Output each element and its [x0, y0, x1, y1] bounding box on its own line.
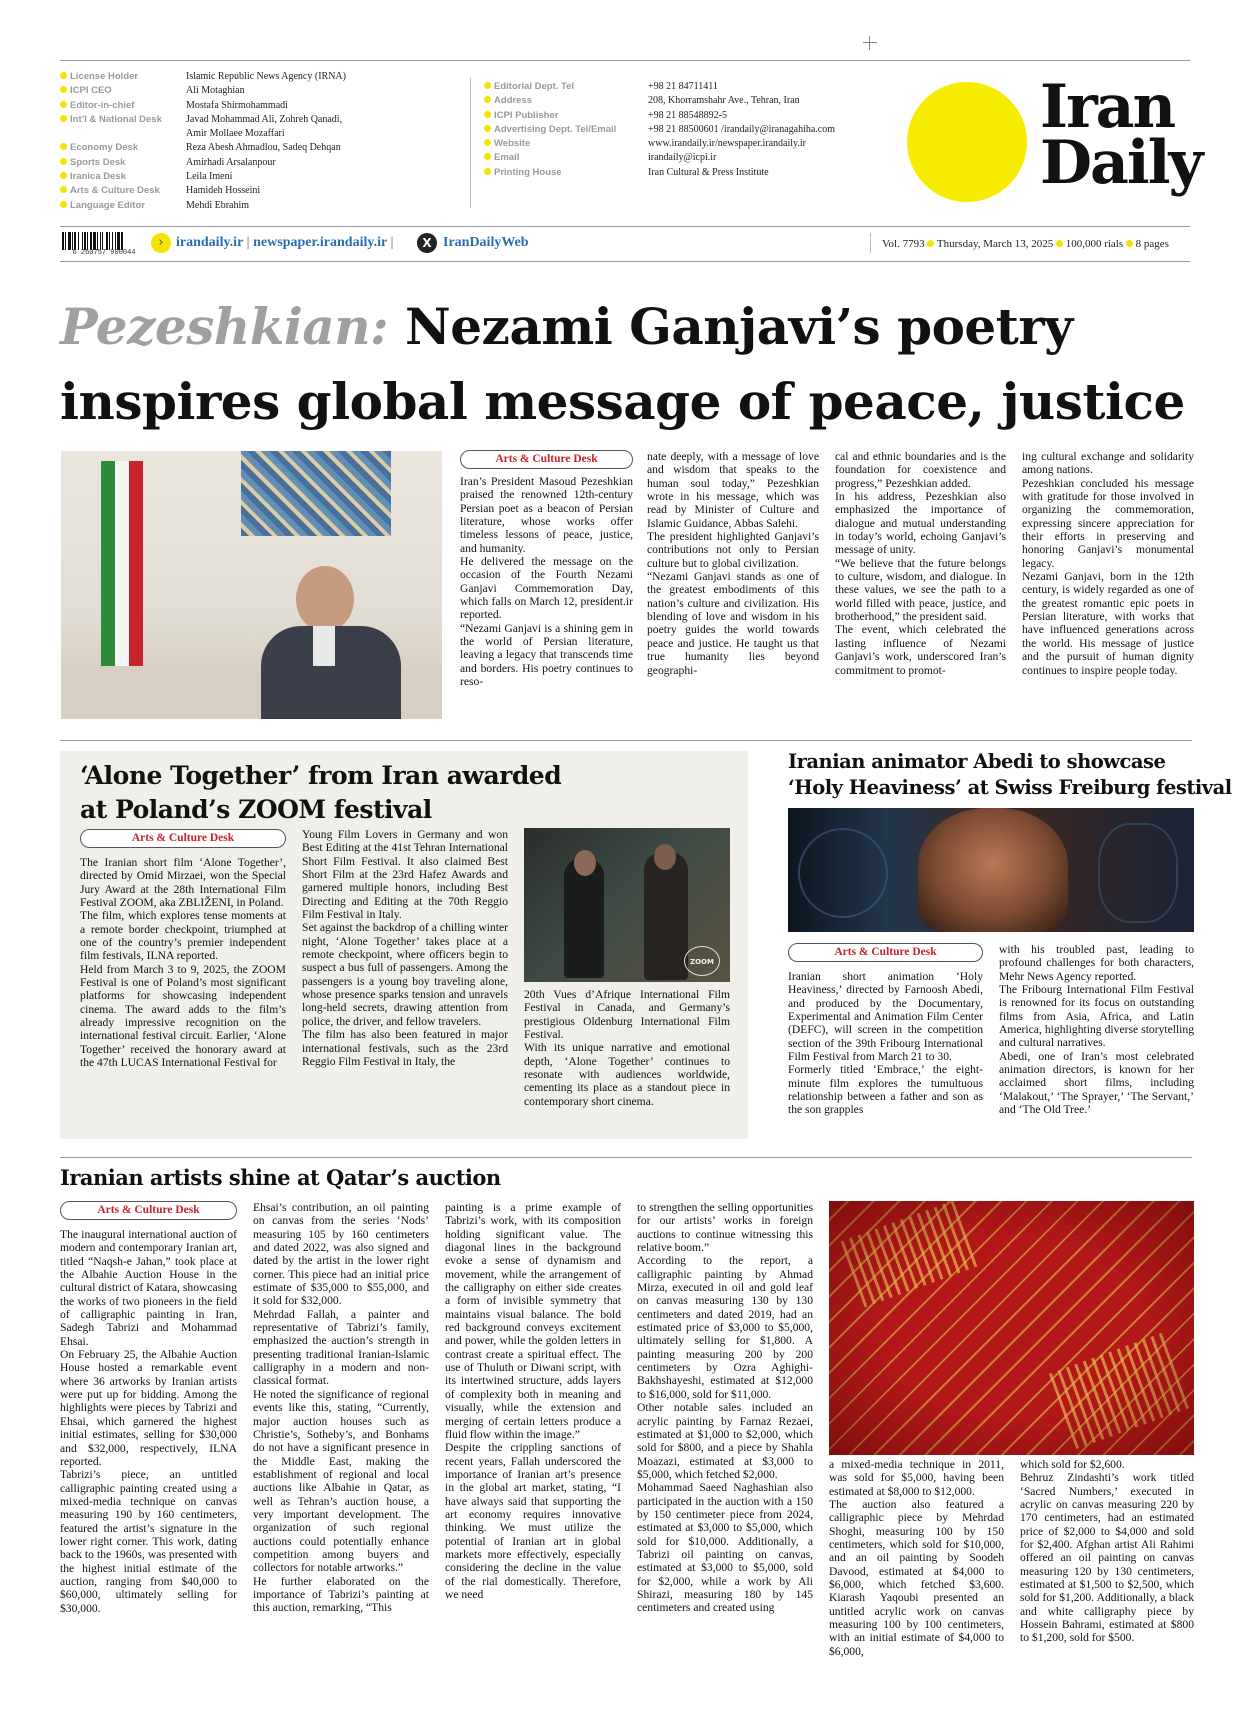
barcode-bar — [115, 232, 116, 250]
barcode-bar — [93, 232, 96, 250]
contacts-label — [484, 80, 634, 94]
lead-headline — [60, 293, 1073, 361]
paragraph: ing cultural exchange and solidarity among nations. — [1022, 450, 1194, 477]
top-rule — [60, 60, 1190, 61]
paragraph: The Fribourg International Film Festival is renowned for its focus on outstanding films from Asia, Africa, and Latin America, highlighting diverse storytelling and cultural narratives. — [999, 983, 1194, 1050]
lead-column-2 — [647, 450, 819, 720]
issue-info — [882, 237, 1169, 251]
contacts-label — [484, 151, 634, 165]
staff-label-text: ICPI CEO — [70, 85, 112, 97]
paragraph: Set against the backdrop of a chilling winter night, ‘Alone Together’ takes place at a remote checkpoint, where officers begin to suspect a bus full of passengers. Among the passengers is a young boy traveling alone, whose presence sparks tension and unravels long-held secrets, drawing attention from police, the driver, and fellow travelers. — [302, 921, 508, 1028]
paragraph: Held from March 3 to 9, 2025, the ZOOM Festival is one of Poland’s most significant platforms for showcasing independent cinema. The award adds to the film’s already impressive recognition on the international festival circuit. Earlier, ‘Alone Together’ received the honorary award at the 47th LUCAS International Festival for — [80, 962, 286, 1070]
paragraph: Iranian short animation ‘Holy Heaviness,’ directed by Farnoosh Abedi, and produced by the Documentary, Experimental and Animation Film Center (DEFC), will screen in the competition section of the 39th Fribourg International Film Festival from March 21 to 30. — [788, 970, 983, 1064]
paragraph: Other notable sales included an acrylic painting by Farnaz Rezaei, estimated at $1,000 to $2,000, which sold for $800, and a piece by Shahla Moazazi, estimated at $3,000 to $5,000, which fetched $2,000. — [637, 1401, 813, 1481]
barcode-bar — [62, 232, 64, 250]
lead-column-1 — [460, 475, 633, 720]
lead-column-4 — [1022, 450, 1194, 720]
logo — [905, 72, 1202, 210]
link-separator: | — [246, 235, 254, 250]
contacts-label-text: Printing House — [494, 166, 562, 178]
staff-label — [60, 127, 180, 141]
qatar-desk-tag: Arts & Culture Desk — [60, 1201, 237, 1220]
bullet-dot-icon — [60, 86, 67, 93]
price: 100,000 rials — [1065, 238, 1124, 250]
qatar-column-3 — [445, 1201, 621, 1692]
paragraph: On February 25, the Albahie Auction House hosted a remarkable event where 36 artworks by Iranian artists were put up for bidding. Among the highlights were pieces by Tabrizi and Ehsai, which garnered the highest initial estimates, selling for $30,000 and $32,000, respectively, ILNA reported. — [60, 1348, 237, 1468]
contacts-value: www.irandaily.ir/newspaper.irandaily.ir — [648, 138, 807, 150]
holy-heaviness-still — [788, 808, 1194, 932]
barcode-number: 6 260757 900044 — [72, 249, 136, 257]
paragraph: Tabrizi’s piece, an untitled calligraphic painting created using a mixed-media technique on canvas measuring 190 by 160 centimeters, featured the artist’s signature in the lower right corner. This work, dating back to the 1960s, was presented with the highest initial estimate of the auction, ranging from $40,000 to $60,000, ultimately selling for $30,000. — [60, 1468, 237, 1615]
masthead-divider — [470, 78, 471, 208]
tabrizi-calligraphy-painting — [829, 1201, 1194, 1455]
lead-column-3 — [835, 450, 1006, 720]
qatar-headline: Iranian artists shine at Qatar’s auction — [60, 1165, 501, 1190]
abedi-column-1 — [788, 970, 983, 1142]
bullet-dot-icon — [60, 101, 67, 108]
staff-value: Amirhadi Arsalanpour — [186, 156, 276, 168]
barcode-bar — [112, 232, 113, 250]
staff-label-text: Language Editor — [70, 199, 145, 211]
contacts-label — [484, 123, 634, 137]
contacts-label-text: Editorial Dept. Tel — [494, 81, 575, 92]
contacts-value: +98 21 88500601 /irandaily@iranagahiha.com — [648, 123, 836, 135]
barcode — [62, 232, 146, 258]
paragraph: which sold for $2,600. — [1020, 1458, 1125, 1471]
staff-label-text: Economy Desk — [70, 142, 139, 154]
bullet-dot-icon — [484, 139, 491, 146]
bullet-dot-icon — [60, 172, 67, 179]
paragraph: The film has also been featured in major international festivals, such as the 23rd Reggio Film Festival in Italy, the — [302, 1028, 508, 1068]
staff-label — [60, 184, 180, 198]
contacts-value: 208, Khorramshahr Ave., Tehran, Iran — [648, 95, 800, 107]
bullet-dot-icon — [60, 158, 67, 165]
qatar-column-4 — [637, 1201, 813, 1692]
barcode-bar — [65, 232, 66, 250]
bullet-dot-icon — [484, 153, 491, 160]
paragraph: painting is a prime example of Tabrizi’s work, with its composition holding significant value. The diagonal lines in the background evoke a sense of dynamism and movement, while the arrangement of the calligraphy on either side creates a form of invisible symmetry that maintains visual balance. The bold red background conveys excitement and power, while the golden letters in contrast create a spiritual effect. The use of Thuluth or Diwani script, with its intertwined structure, adds layers of complexity both in meaning and visually, while the extension and merging of certain letters produce a fluid flow within the image.” — [445, 1201, 621, 1441]
info-divider — [870, 233, 871, 253]
paragraph: Young Film Lovers in Germany and won Best Editing at the 41st Tehran International Short Film Festival. It also claimed Best Short Film at the 23rd Hafez Awards and garnered multiple honors, including Best Directing and Editing at the 70th Reggio Film Festival in Italy. — [302, 828, 508, 922]
staff-label — [60, 113, 180, 127]
dot-separator — [927, 240, 934, 247]
paragraph: Nezami Ganjavi, born in the 12th century, is widely regarded as one of the greatest romantic epic poets in Persian literature, with works that have influenced generations across the world. His message of justice and the pursuit of human dignity continues to inspire people today. — [1022, 570, 1194, 677]
crop-mark-icon — [863, 36, 877, 50]
contacts-value: +98 21 84711411 — [648, 81, 718, 92]
staff-value: Hamideh Hosseini — [186, 185, 261, 197]
newspaper-link[interactable]: newspaper.irandaily.ir — [253, 235, 387, 250]
x-social-icon: X — [417, 233, 437, 253]
barcode-bar — [84, 232, 86, 250]
staff-label — [60, 141, 180, 155]
alone-column-3 — [524, 988, 730, 1132]
contacts-label — [484, 109, 634, 123]
paragraph: Iran’s President Masoud Pezeshkian praised the renowned 12th-century Persian poet as a beacon of Persian literature, whose works offer timeless lessons of peace, justice, and humanity. — [460, 475, 633, 555]
staff-label-text: License Holder — [70, 71, 139, 82]
barcode-bar — [109, 232, 110, 250]
section-rule — [60, 740, 1192, 741]
alone-headline-line2: at Poland’s ZOOM festival — [80, 795, 432, 824]
paragraph: to strengthen the selling opportunities for our artists’ works in foreign auctions to continue witnessing this relative boom.” — [637, 1201, 813, 1255]
lead-headline-line1: Nezami Ganjavi’s poetry — [405, 297, 1073, 356]
staff-label-text: Arts & Culture Desk — [70, 185, 160, 197]
staff-label — [60, 70, 180, 84]
abedi-headline-line1: Iranian animator Abedi to showcase — [788, 750, 1166, 773]
paragraph: According to the report, a calligraphic painting by Ahmad Mirza, executed in oil and gold leaf on canvas measuring 130 by 130 centimeters and dated 2019, had an estimated price of $3,000 to $5,000, ultimately selling for $1,800. A painting measuring 200 by 200 centimeters by Ozra Aghighi-Bakhshayeshi, estimated at $12,000 to $16,000, sold for $11,000. — [637, 1254, 813, 1401]
contacts-label — [484, 166, 634, 180]
logo-sun-icon — [907, 82, 1027, 202]
paragraph: The Iranian short film ‘Alone Together’, directed by Omid Mirzaei, won the Special Jury Award at the 28th International Film Festival ZOOM, aka ZBLIŽENI, in Poland. — [80, 856, 286, 910]
contacts-value: Iran Cultural & Press Institute — [648, 166, 769, 178]
paragraph: a mixed-media technique in 2011, was sold for $5,000, having been estimated at $8,000 to $12,000. — [829, 1458, 1004, 1498]
lead-desk-tag: Arts & Culture Desk — [460, 450, 633, 469]
dot-separator — [1056, 240, 1063, 247]
bullet-dot-icon — [60, 115, 67, 122]
abedi-desk-tag: Arts & Culture Desk — [788, 943, 983, 962]
staff-value: Leila Imeni — [186, 171, 233, 183]
contacts-label-text: Email — [494, 152, 520, 164]
logo-text-daily: Daily — [1040, 128, 1202, 198]
contacts-value: +98 21 88548892-5 — [648, 109, 727, 121]
bullet-dot-icon — [484, 125, 491, 132]
contacts-value: irandaily@icpi.ir — [648, 152, 717, 164]
staff-value: Ali Motaghian — [186, 85, 245, 97]
issue-date: Thursday, March 13, 2025 — [936, 238, 1054, 250]
staff-value: Islamic Republic News Agency (IRNA) — [186, 71, 346, 82]
paragraph: nate deeply, with a message of love and wisdom that speaks to the human soul today,” Pezeshkian wrote in his message, which was read by Minister of Culture and Islamic Guidance, Abbas Salehi. — [647, 450, 819, 530]
section-rule — [60, 1157, 1192, 1158]
paragraph: The film, which explores tense moments at a remote border checkpoint, triumphed at one of the country’s premier independent film festivals, ILNA reported. — [80, 909, 286, 963]
barcode-bar — [106, 232, 108, 250]
bullet-dot-icon — [60, 201, 67, 208]
paragraph: He delivered the message on the occasion of the Fourth Nezami Ganjavi Commemoration Day, which falls on March 12, president.ir reported. — [460, 555, 633, 622]
staff-label-text: Editor-in-chief — [70, 99, 135, 111]
paragraph: Despite the crippling sanctions of recent years, Fallah underscored the importance of Iranian art’s presence in the global art market, stating, “I have always said that supporting the art economy requires innovative thinking. We must utilize the potential of Iranian art in global markets more effectively, especially considering the decline in the value of the rial domestically. Therefore, we need — [445, 1441, 621, 1601]
barcode-bar — [117, 232, 120, 250]
paragraph: Mohammad Saeed Naghashian also participated in the auction with a 150 by 150 centimeter piece from 2024, estimated at $3,000 to $5,000, which sold for $10,000. Additionally, a Tabrizi oil painting on canvas, estimated at $3,000 to $5,000, sold for $2,000, while a work by Ali Shirazi, measuring 180 by 145 centimeters and created using — [637, 1481, 813, 1615]
bullet-dot-icon — [60, 72, 67, 79]
pezeshkian-photo — [61, 451, 442, 719]
decorative-tile-panel — [241, 451, 391, 536]
staff-label — [60, 99, 180, 113]
barcode-bar — [74, 232, 76, 250]
page-count: 8 pages — [1135, 238, 1169, 250]
alone-column-2 — [302, 828, 508, 1132]
barcode-bar — [82, 232, 83, 250]
lead-headline-prefix: Pezeshkian: — [60, 297, 389, 356]
paragraph: “Nezami Ganjavi stands as one of the greatest embodiments of this nation’s culture and civilization. His blending of love and wisdom in his poetry guides the world towards peace and justice. He taught us that true humanity lies beyond geographi- — [647, 570, 819, 677]
info-bar-top-rule — [60, 226, 1190, 227]
paragraph: Behruz Zindashti’s work titled ‘Sacred Numbers,’ executed in acrylic on canvas measuring 220 by 170 centimeters, had an estimated price of $2,000 to $4,000 and sold for $2,400. Afghan artist Ali Rahimi offered an oil painting on canvas measuring 120 by 130 centimeters, estimated at $1,500 to $2,500, which sold for $1,200. Additionally, a black and white calligraphy piece by Hossein Bahrami, estimated at $800 to $1,200, sold for $500. — [1020, 1471, 1194, 1645]
abedi-column-2 — [999, 943, 1194, 1142]
paragraph: The event, which celebrated the lasting influence of Nezami Ganjavi’s work, underscored Iran’s commitment to promot- — [835, 623, 1006, 677]
paragraph: Mehrdad Fallah, a painter and representative of Tabrizi’s family, emphasized the auction’s strength in presenting traditional Iranian-Islamic calligraphy in a modern and non-classical format. — [253, 1307, 429, 1388]
barcode-bar — [102, 232, 103, 250]
contacts-label-text: Website — [494, 138, 531, 150]
paragraph: Formerly titled ‘Embrace,’ the eight-minute film explores the tumultuous relationship between a father and son as the son grapples — [788, 1063, 983, 1117]
staff-label-text: Sports Desk — [70, 156, 126, 168]
staff-value: Mehdi Ebrahim — [186, 199, 250, 211]
paragraph: 20th Vues d’Afrique International Film Festival in Canada, and Germany’s prestigious Oldenburg International Film Festival. — [524, 988, 730, 1042]
bullet-dot-icon — [484, 111, 491, 118]
qatar-column-6 — [1020, 1458, 1194, 1692]
iran-flag-icon — [101, 461, 143, 691]
paragraph: He further elaborated on the importance of Tabrizi’s painting at this auction, remarking, “This — [253, 1574, 429, 1615]
staff-label — [60, 84, 180, 98]
paragraph: “Nezami Ganjavi is a shining gem in the world of Persian literature, leaving a legacy that transcends time and borders. His poetry continues to reso- — [460, 621, 633, 689]
barcode-bar — [121, 232, 123, 250]
info-bar-bottom-rule — [60, 261, 1190, 262]
staff-label — [60, 156, 180, 170]
bullet-dot-icon — [484, 82, 491, 89]
alone-column-1 — [80, 856, 286, 1132]
logo-text-iran: Iran — [1040, 72, 1175, 142]
bullet-dot-icon — [60, 143, 67, 150]
lead-headline-line2: inspires global message of peace, justice — [60, 372, 1185, 431]
bullet-dot-icon — [60, 186, 67, 193]
qatar-column-2 — [253, 1201, 429, 1692]
staff-value: Mostafa Shirmohammadi — [186, 99, 288, 111]
paragraph: He noted the significance of regional events like this, stating, “Currently, major auction houses such as Christie’s, Sotheby’s, and Bonhams do not have a significant presence in the Middle East, making the establishment of regional and local auctions like Albahie in Qatar, as well as Tehran’s auction house, a very important development. The organization of such regional auctions could potentially enhance competition among buyers and collectors for notable artworks.” — [253, 1387, 429, 1575]
alone-headline-line1: ‘Alone Together’ from Iran awarded — [80, 761, 562, 790]
paragraph: Abedi, one of Iran’s most celebrated animation directors, is known for her acclaimed short films, including ‘Malakout,’ ‘The Sprayer,’ ‘The Servant,’ and ‘The Old Tree.’ — [999, 1049, 1194, 1117]
staff-label — [60, 170, 180, 184]
alone-together-film-still — [524, 828, 730, 982]
qatar-column-5 — [829, 1458, 1004, 1692]
barcode-bar — [72, 232, 73, 250]
social-handle[interactable]: IranDailyWeb — [443, 235, 529, 250]
barcode-bar — [100, 232, 101, 250]
staff-label — [60, 199, 180, 213]
alone-desk-tag: Arts & Culture Desk — [80, 829, 286, 848]
paragraph: The inaugural international auction of modern and contemporary Iranian art, titled “Naqsh-e Jahan,” took place at the Albahie Auction House in the cultural district of Katara, showcasing the works of two pioneers in the field of calligraphic painting in Iran, Sadegh Tabrizi and Mohammad Ehsai. — [60, 1228, 237, 1348]
contacts-label-text: Advertising Dept. Tel/Email — [494, 123, 617, 135]
link-separator: | — [390, 235, 394, 250]
staff-value: Amir Mollaee Mozaffari — [186, 128, 285, 140]
paragraph: Pezeshkian concluded his message with gratitude for those involved in organizing the commemoration, expressing sincere appreciation for their efforts in preserving and honoring Ganjavi’s monumental legacy. — [1022, 476, 1194, 570]
paragraph: “We believe that the future belongs to culture, wisdom, and dialogue. In these values, we see the path to a world filled with peace, justice, and brotherhood,” the president said. — [835, 556, 1006, 624]
staff-value: Reza Abesh Ahmadlou, Sadeq Dehqan — [186, 142, 341, 154]
contacts-label — [484, 94, 634, 108]
staff-label-text: Iranica Desk — [70, 171, 126, 183]
qatar-column-1 — [60, 1228, 237, 1692]
contacts-label-text: Address — [494, 95, 533, 107]
paragraph: Ehsai’s contribution, an oil painting on canvas from the series ‘Nods’ measuring 105 by 160 centimeters and dated 2022, was also signed and dated by the artist in the lower right corner. This piece had an initial price estimate of $35,000 to $55,000, and it sold for $32,000. — [253, 1201, 429, 1308]
paragraph: With its unique narrative and emotional depth, ‘Alone Together’ continues to resonate with audiences worldwide, cementing its place as a standout piece in contemporary short cinema. — [524, 1041, 730, 1108]
zoom-award-badge: ZOOM — [684, 946, 720, 976]
barcode-bar — [68, 232, 71, 250]
dot-separator — [1126, 240, 1133, 247]
bullet-dot-icon — [484, 96, 491, 103]
paragraph: In his address, Pezeshkian also emphasized the importance of dialogue and mutual understanding in today’s world, echoing Ganjavi’s message of unity. — [835, 490, 1006, 557]
volume: Vol. 7793 — [882, 238, 925, 250]
person-figure — [251, 566, 401, 716]
abedi-headline-line2: ‘Holy Heaviness’ at Swiss Freiburg festival — [788, 776, 1232, 799]
barcode-bar — [97, 232, 98, 250]
staff-value: Javad Mohammad Ali, Zohreh Qanadi, — [186, 113, 343, 125]
barcode-bar — [78, 232, 79, 250]
contacts-label — [484, 137, 634, 151]
bullet-dot-icon — [484, 168, 491, 175]
paragraph: The auction also featured a calligraphic piece by Mehrdad Shoghi, measuring 100 by 150 centimeters, which sold for $10,000, and an oil painting by Soodeh Davood, estimated at $4,000 to $6,000, which fetched $3,600. Kiarash Yaqoubi presented an untitled acrylic work on canvas measuring 100 by 100 centimeters, with an initial estimate of $4,000 to $6,000, — [829, 1498, 1004, 1658]
site-link[interactable]: irandaily.ir — [176, 235, 244, 250]
paragraph: cal and ethnic boundaries and is the foundation for coexistence and progress,” Pezeshkian added. — [835, 450, 1006, 490]
staff-label-text: Int’l & National Desk — [70, 113, 162, 125]
paragraph: The president highlighted Ganjavi’s contributions not only to Persian culture but to global civilization. — [647, 530, 819, 570]
barcode-bar — [90, 232, 92, 250]
barcode-bar — [87, 232, 88, 250]
contacts-label-text: ICPI Publisher — [494, 109, 559, 121]
arrow-circle-icon: › — [151, 233, 171, 253]
paragraph: with his troubled past, leading to profound challenges for both characters, Mehr News Agency reported. — [999, 943, 1194, 983]
